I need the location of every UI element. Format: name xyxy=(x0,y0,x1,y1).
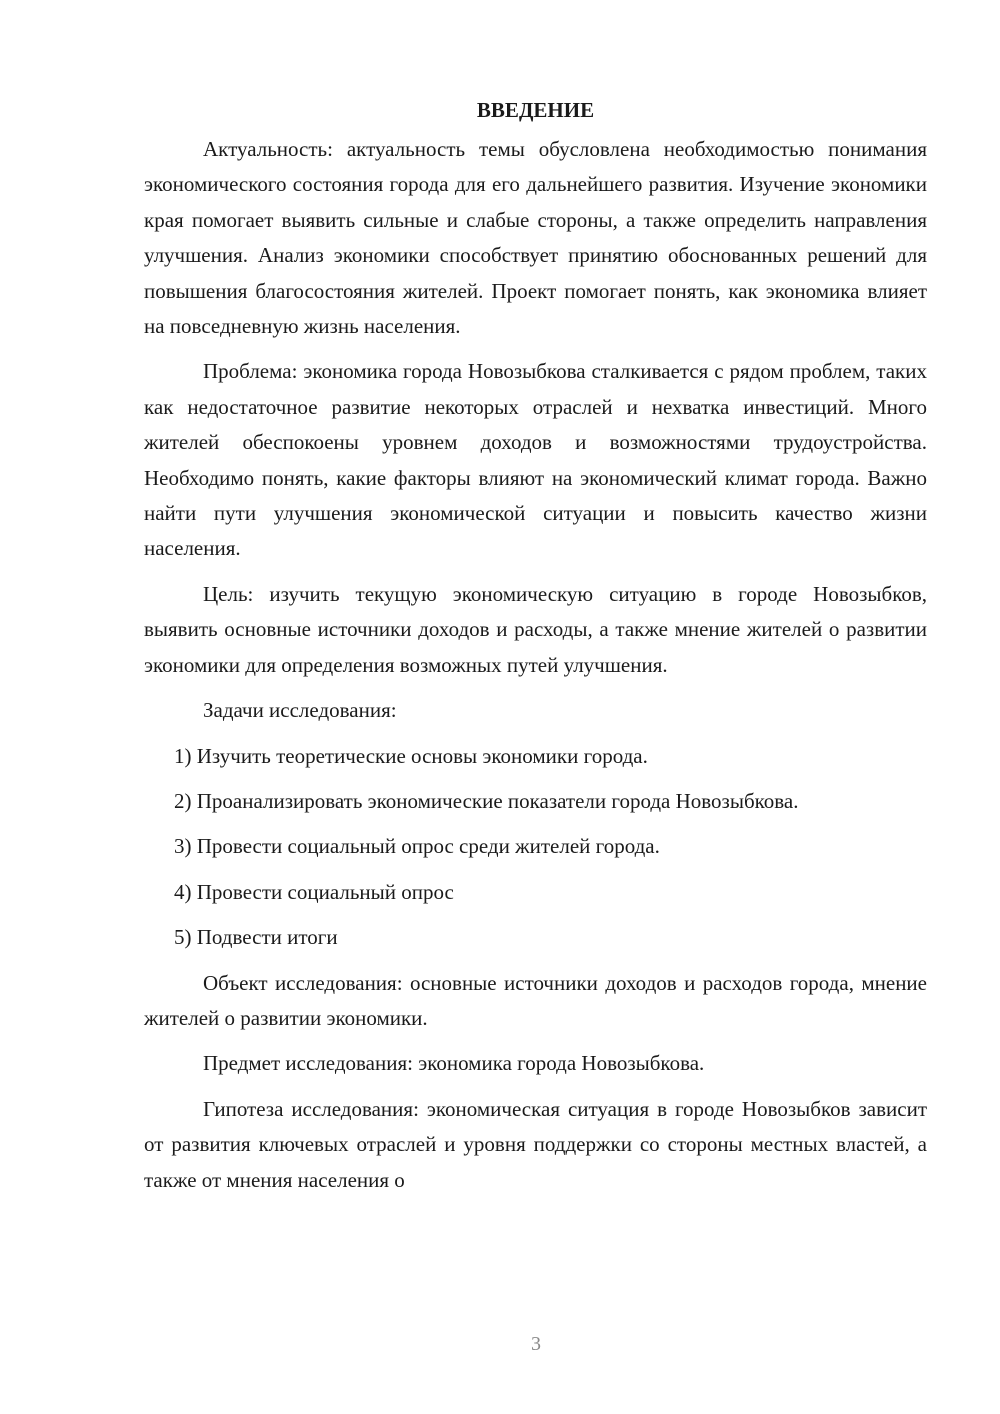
paragraph-relevance: Актуальность: актуальность темы обусловлена необходимостью понимания экономического состояния города для его дальнейшего развития. Изучение экономики края помогает выявить сильные и слабые стороны, а также определить направления улучшения. Анализ экономики способствует принятию обоснованных решений для повышения благосостояния жителей. Проект помогает понять, как экономика влияет на повседневную жизнь населения. xyxy=(144,137,927,339)
task-item: 1) Изучить теоретические основы экономики города. xyxy=(174,743,648,768)
paragraph-goal: Цель: изучить текущую экономическую ситуацию в городе Новозыбков, выявить основные источники доходов и расходы, а также мнение жителей о развитии экономики для определения возможных путей улучшения. xyxy=(144,581,927,677)
paragraph-object: Объект исследования: основные источники доходов и расходов города, мнение жителей о развитии экономики. xyxy=(144,970,927,1030)
task-item: 4) Провести социальный опрос xyxy=(174,879,454,904)
task-item: 3) Провести социальный опрос среди жителей города. xyxy=(174,834,660,859)
paragraph-hypothesis: Гипотеза исследования: экономическая ситуация в городе Новозыбков зависит от развития ключевых отраслей и уровня поддержки со стороны местных властей, а также от мнения населения о xyxy=(144,1096,927,1192)
page-number: 3 xyxy=(531,1333,541,1355)
document-page xyxy=(144,92,927,1208)
paragraph-tasks-heading: Задачи исследования: xyxy=(203,698,397,723)
paragraph-subject: Предмет исследования: экономика города Новозыбкова. xyxy=(203,1051,705,1076)
task-item: 2) Проанализировать экономические показатели города Новозыбкова. xyxy=(174,788,799,813)
task-item: 5) Подвести итоги xyxy=(174,925,338,950)
section-title: ВВЕДЕНИЕ xyxy=(476,98,595,122)
paragraph-problem: Проблема: экономика города Новозыбкова сталкивается с рядом проблем, таких как недостаточное развитие некоторых отраслей и нехватка инвестиций. Много жителей обеспокоены уровнем доходов и возможностями трудоустройства. Необходимо понять, какие факторы влияют на экономический климат города. Важно найти пути улучшения экономической ситуации и повысить качество жизни населения. xyxy=(144,359,927,561)
